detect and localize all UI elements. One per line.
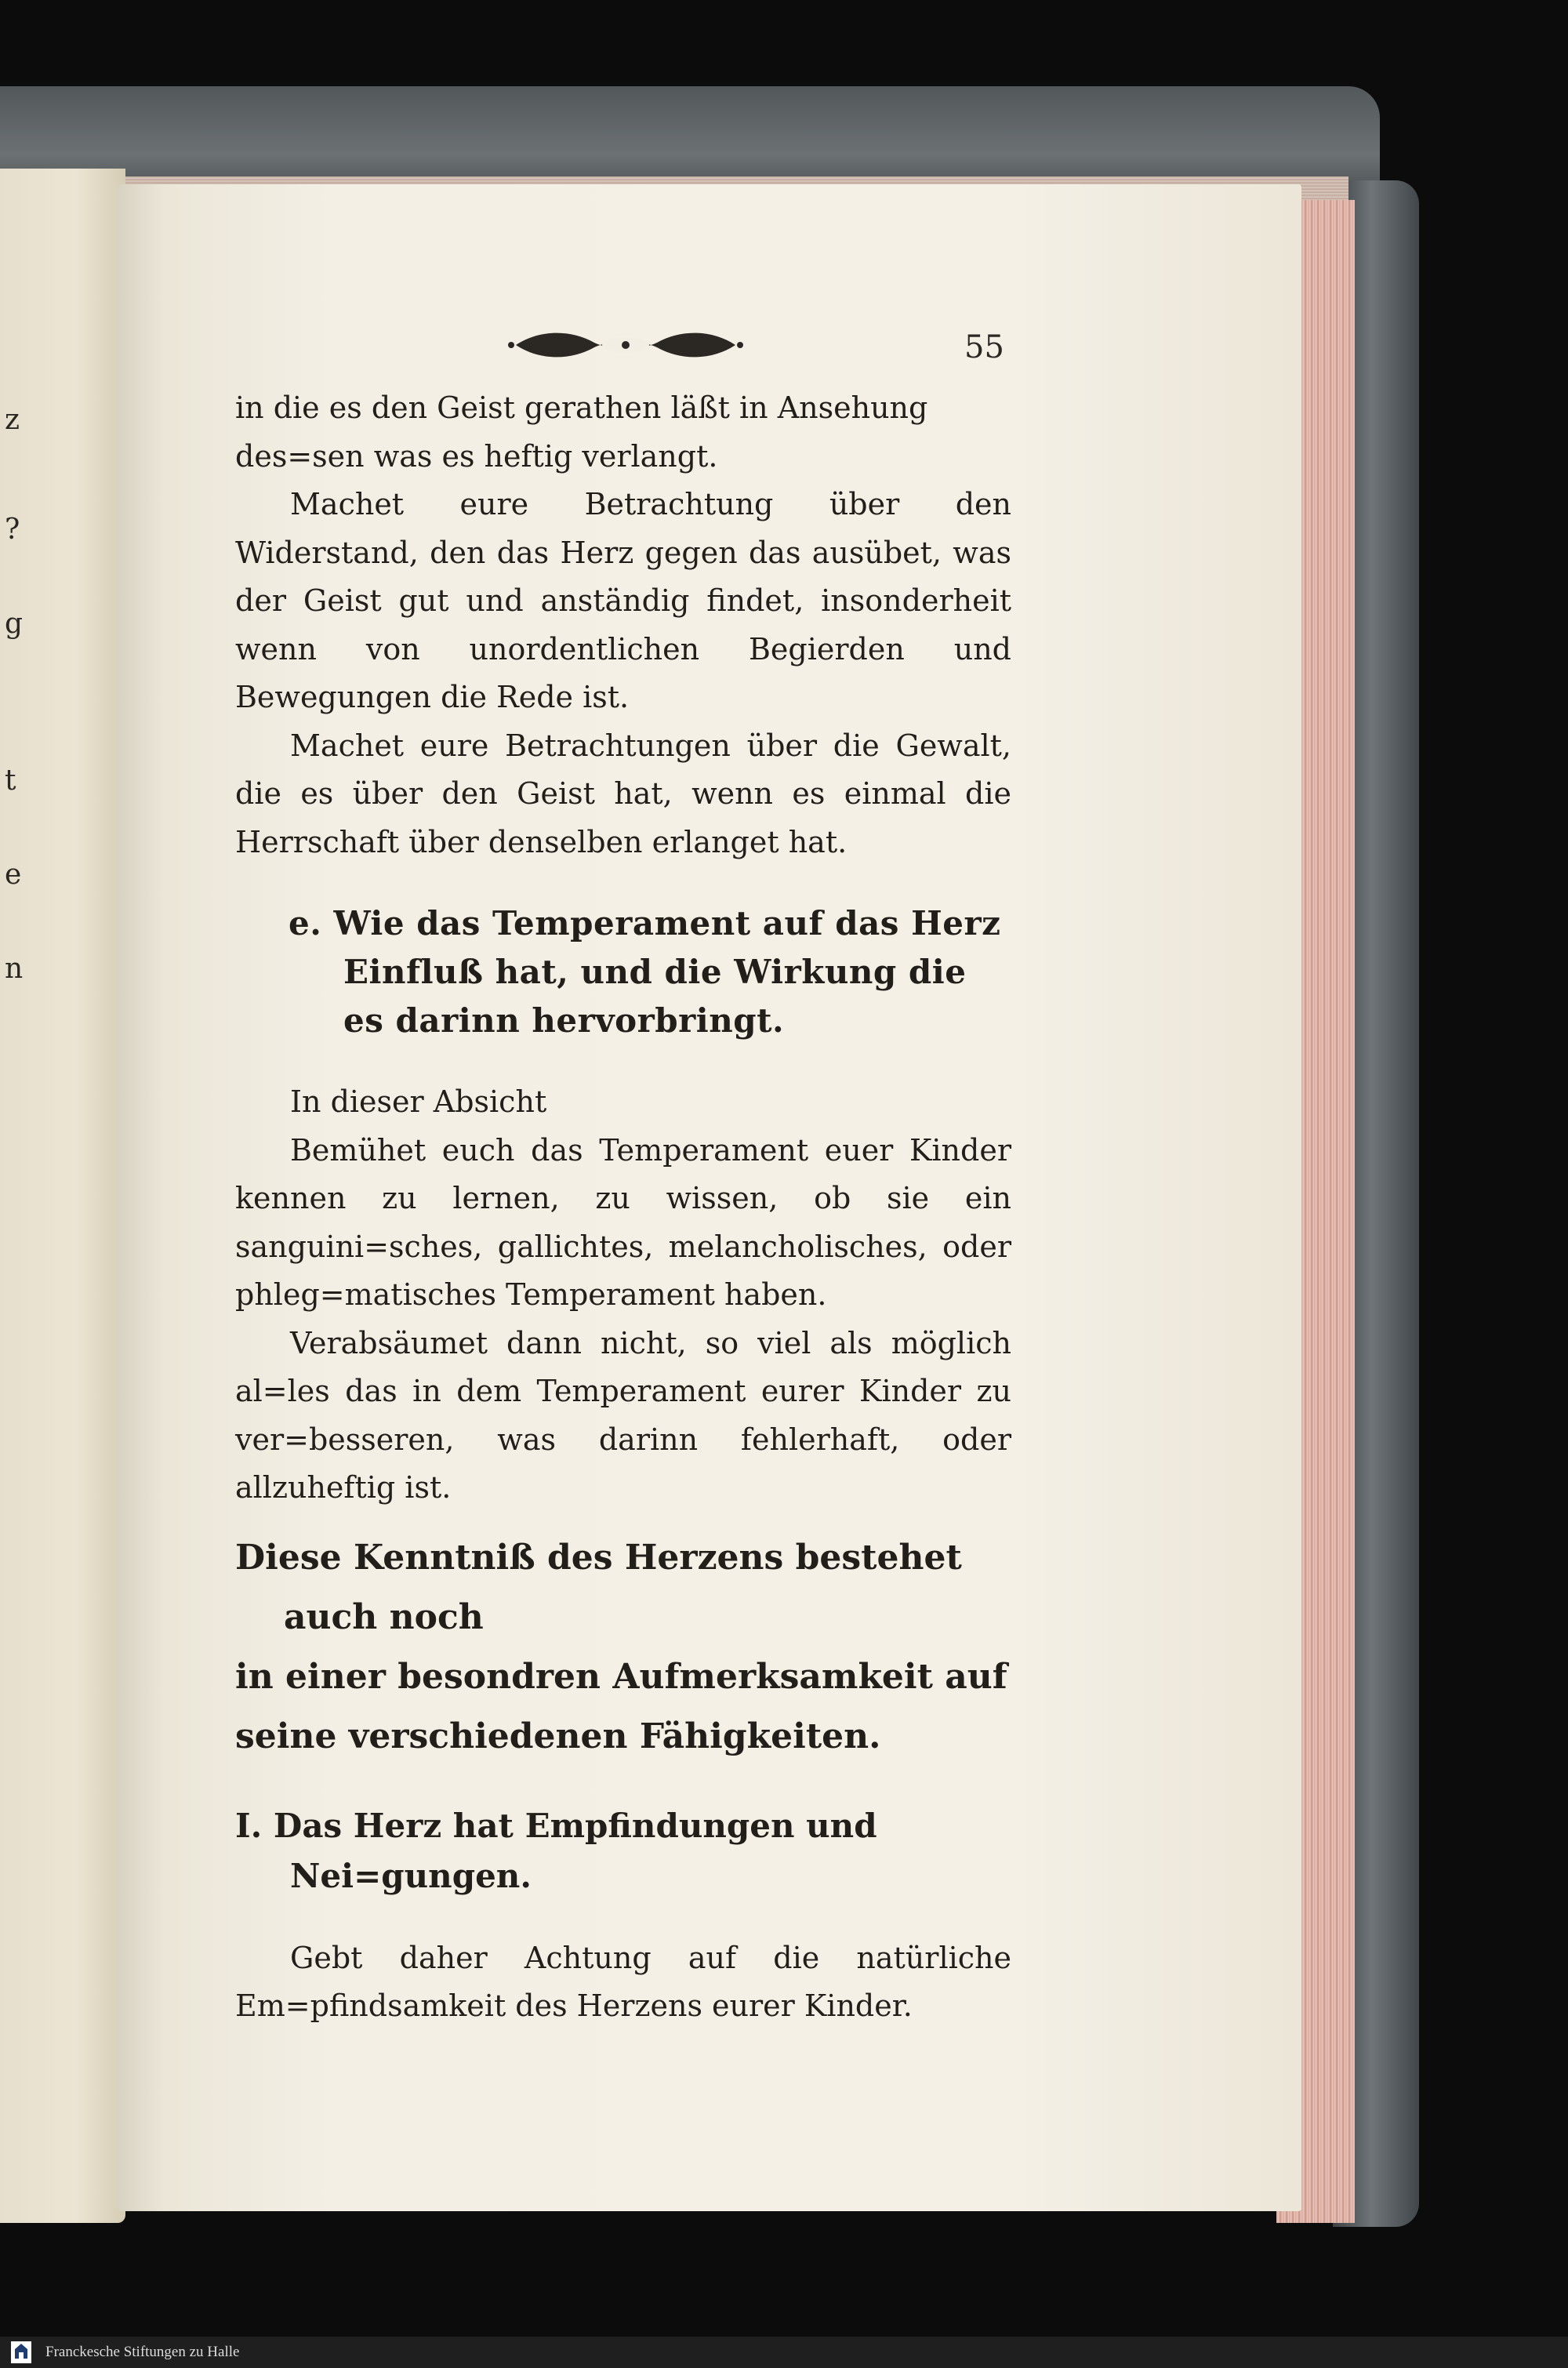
left-page-edge [0,169,125,2223]
footer-bar [0,2337,1568,2368]
page-number: 55 [964,329,1004,365]
left-page-glyph: t [5,765,16,797]
left-page-glyph: z [5,404,20,436]
left-page-glyph: g [5,608,24,640]
left-page-glyph: ? [5,514,20,546]
left-page-glyph: e [5,859,22,891]
section-heading [235,1528,1011,1767]
paragraph-empfindsamkeit: Gebt daher Achtung auf die natürliche Em=pfindsamkeit des Herzens eurer Kinder. [235,1940,1011,2023]
label-in-dieser-absicht: In dieser Absicht [290,1084,547,1119]
header-ornament [508,325,743,365]
subheading-1: I. Das Herz hat Empfindungen und Nei=gungen. [235,1806,877,1895]
footer-credit: Franckesche Stiftungen zu Halle [45,2344,240,2360]
section-heading-line: in einer besondren Aufmerksamkeit auf [235,1656,1007,1697]
section-heading-line: seine verschiedenen Fähigkeiten. [235,1716,881,1756]
paragraph-gewalt: Machet eure Betrachtungen über die Gewalt, die es über den Geist hat, wenn es einmal die Herrschaft über denselben erlanget hat. [235,728,1011,859]
foundation-logo-icon [11,2341,31,2363]
left-page-glyph: n [5,953,24,985]
page-body [235,384,1011,2031]
paragraph-temperament: Bemühet euch das Temperament euer Kinder kennen zu lernen, zu wissen, ob sie ein sanguini=sches, gallichtes, melancholisches, oder phleg=matisches Temperament haben. [235,1132,1011,1312]
subheading-e: e. Wie das Temperament auf das Herz Einfluß hat, und die Wirkung die es darinn hervorbringt. [289,904,1001,1040]
paragraph-verabsaeumet: Verabsäumet dann nicht, so viel als möglich al=les das in dem Temperament eurer Kinder zu ver=besseren, was darinn fehlerhaft, oder allzuheftig ist. [235,1325,1011,1505]
section-heading-line: Diese Kenntniß des Herzens bestehet auch noch [235,1537,962,1637]
paragraph-continuation: in die es den Geist gerathen läßt in Ansehung des=sen was es heftig verlangt. [235,390,928,474]
paragraph-widerstand: Machet eure Betrachtung über den Widerstand, den das Herz gegen das ausübet, was der Geist gut und anständig findet, insonderheit wenn von unordentlichen Begierden und Bewegungen die Rede ist. [235,487,1011,714]
